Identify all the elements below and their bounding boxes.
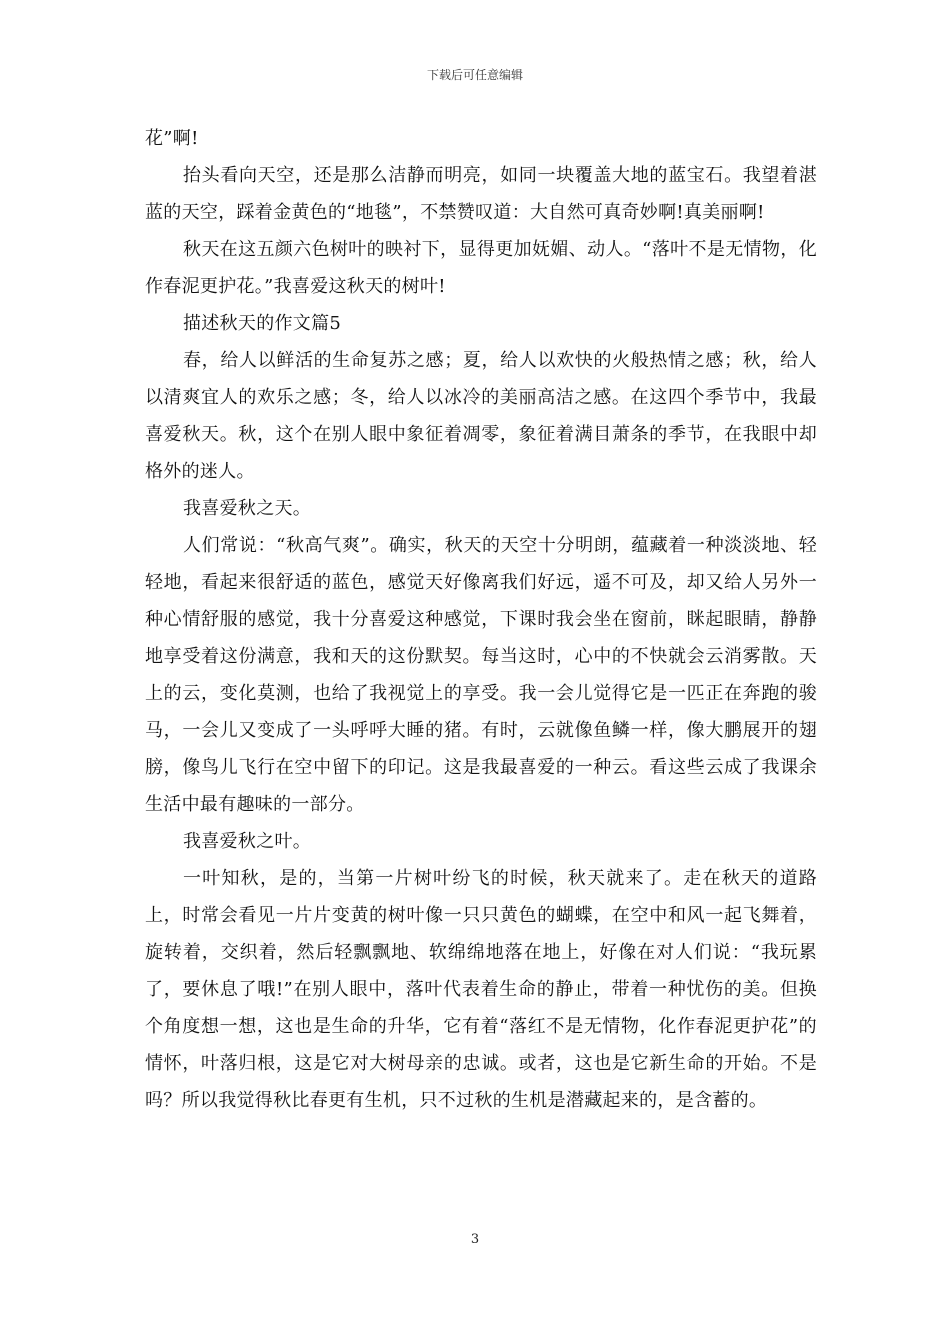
section-heading: 描述秋天的作文篇5 — [183, 313, 342, 334]
paragraph: 我喜爱秋之叶。 — [183, 831, 312, 852]
paragraph: 抬头看向天空，还是那么洁静而明亮，如同一块覆盖大地的蓝宝石。我望着湛蓝的天空，踩着金黄色的“地毯”，不禁赞叹道：大自然可真奇妙啊!真美丽啊! — [145, 165, 817, 223]
paragraph: 一叶知秋，是的，当第一片树叶纷飞的时候，秋天就来了。走在秋天的道路上，时常会看见一片片变黄的树叶像一只只黄色的蝴蝶，在空中和风一起飞舞着，旋转着，交织着，然后轻飘飘地、软绵绵地落在地上，好像在对人们说：“我玩累了，要休息了哦!”在别人眼中，落叶代表着生命的静止，带着一种忧伤的美。但换个角度想一想，这也是生命的升华，它有着“落红不是无情物，化作春泥更护花”的情怀，叶落归根，这是它对大树母亲的忠诚。或者，这也是它新生命的开始。不是吗？所以我觉得秋比春更有生机，只不过秋的生机是潜藏起来的，是含蓄的。 — [145, 868, 817, 1111]
paragraph: 人们常说：“秋高气爽”。确实，秋天的天空十分明朗，蕴藏着一种淡淡地、轻轻地，看起来很舒适的蓝色，感觉天好像离我们好远，遥不可及，却又给人另外一种心情舒服的感觉，我十分喜爱这种感觉，下课时我会坐在窗前，眯起眼睛，静静地享受着这份满意，我和天的这份默契。每当这时，心中的不快就会云消雾散。天上的云，变化莫测，也给了我视觉上的享受。我一会儿觉得它是一匹正在奔跑的骏马，一会儿又变成了一头呼呼大睡的猪。有时，云就像鱼鳞一样，像大鹏展开的翅膀，像鸟儿飞行在空中留下的印记。这是我最喜爱的一种云。看这些云成了我课余生活中最有趣味的一部分。 — [145, 535, 817, 815]
document-body — [145, 120, 817, 1119]
paragraph: 秋天在这五颜六色树叶的映衬下，显得更加妩媚、动人。“落叶不是无情物，化作春泥更护花。”我喜爱这秋天的树叶! — [145, 239, 817, 297]
page-number: 3 — [470, 1232, 480, 1247]
paragraph: 花”啊! — [145, 128, 199, 149]
paragraph: 我喜爱秋之天。 — [183, 498, 312, 519]
paragraph: 春，给人以鲜活的生命复苏之感；夏，给人以欢快的火般热情之感；秋，给人以清爽宜人的欢乐之感；冬，给人以冰冷的美丽高洁之感。在这四个季节中，我最喜爱秋天。秋，这个在别人眼中象征着凋零，象征着满目萧条的季节，在我眼中却格外的迷人。 — [145, 350, 817, 482]
page-header: 下载后可任意编辑 — [426, 68, 523, 82]
